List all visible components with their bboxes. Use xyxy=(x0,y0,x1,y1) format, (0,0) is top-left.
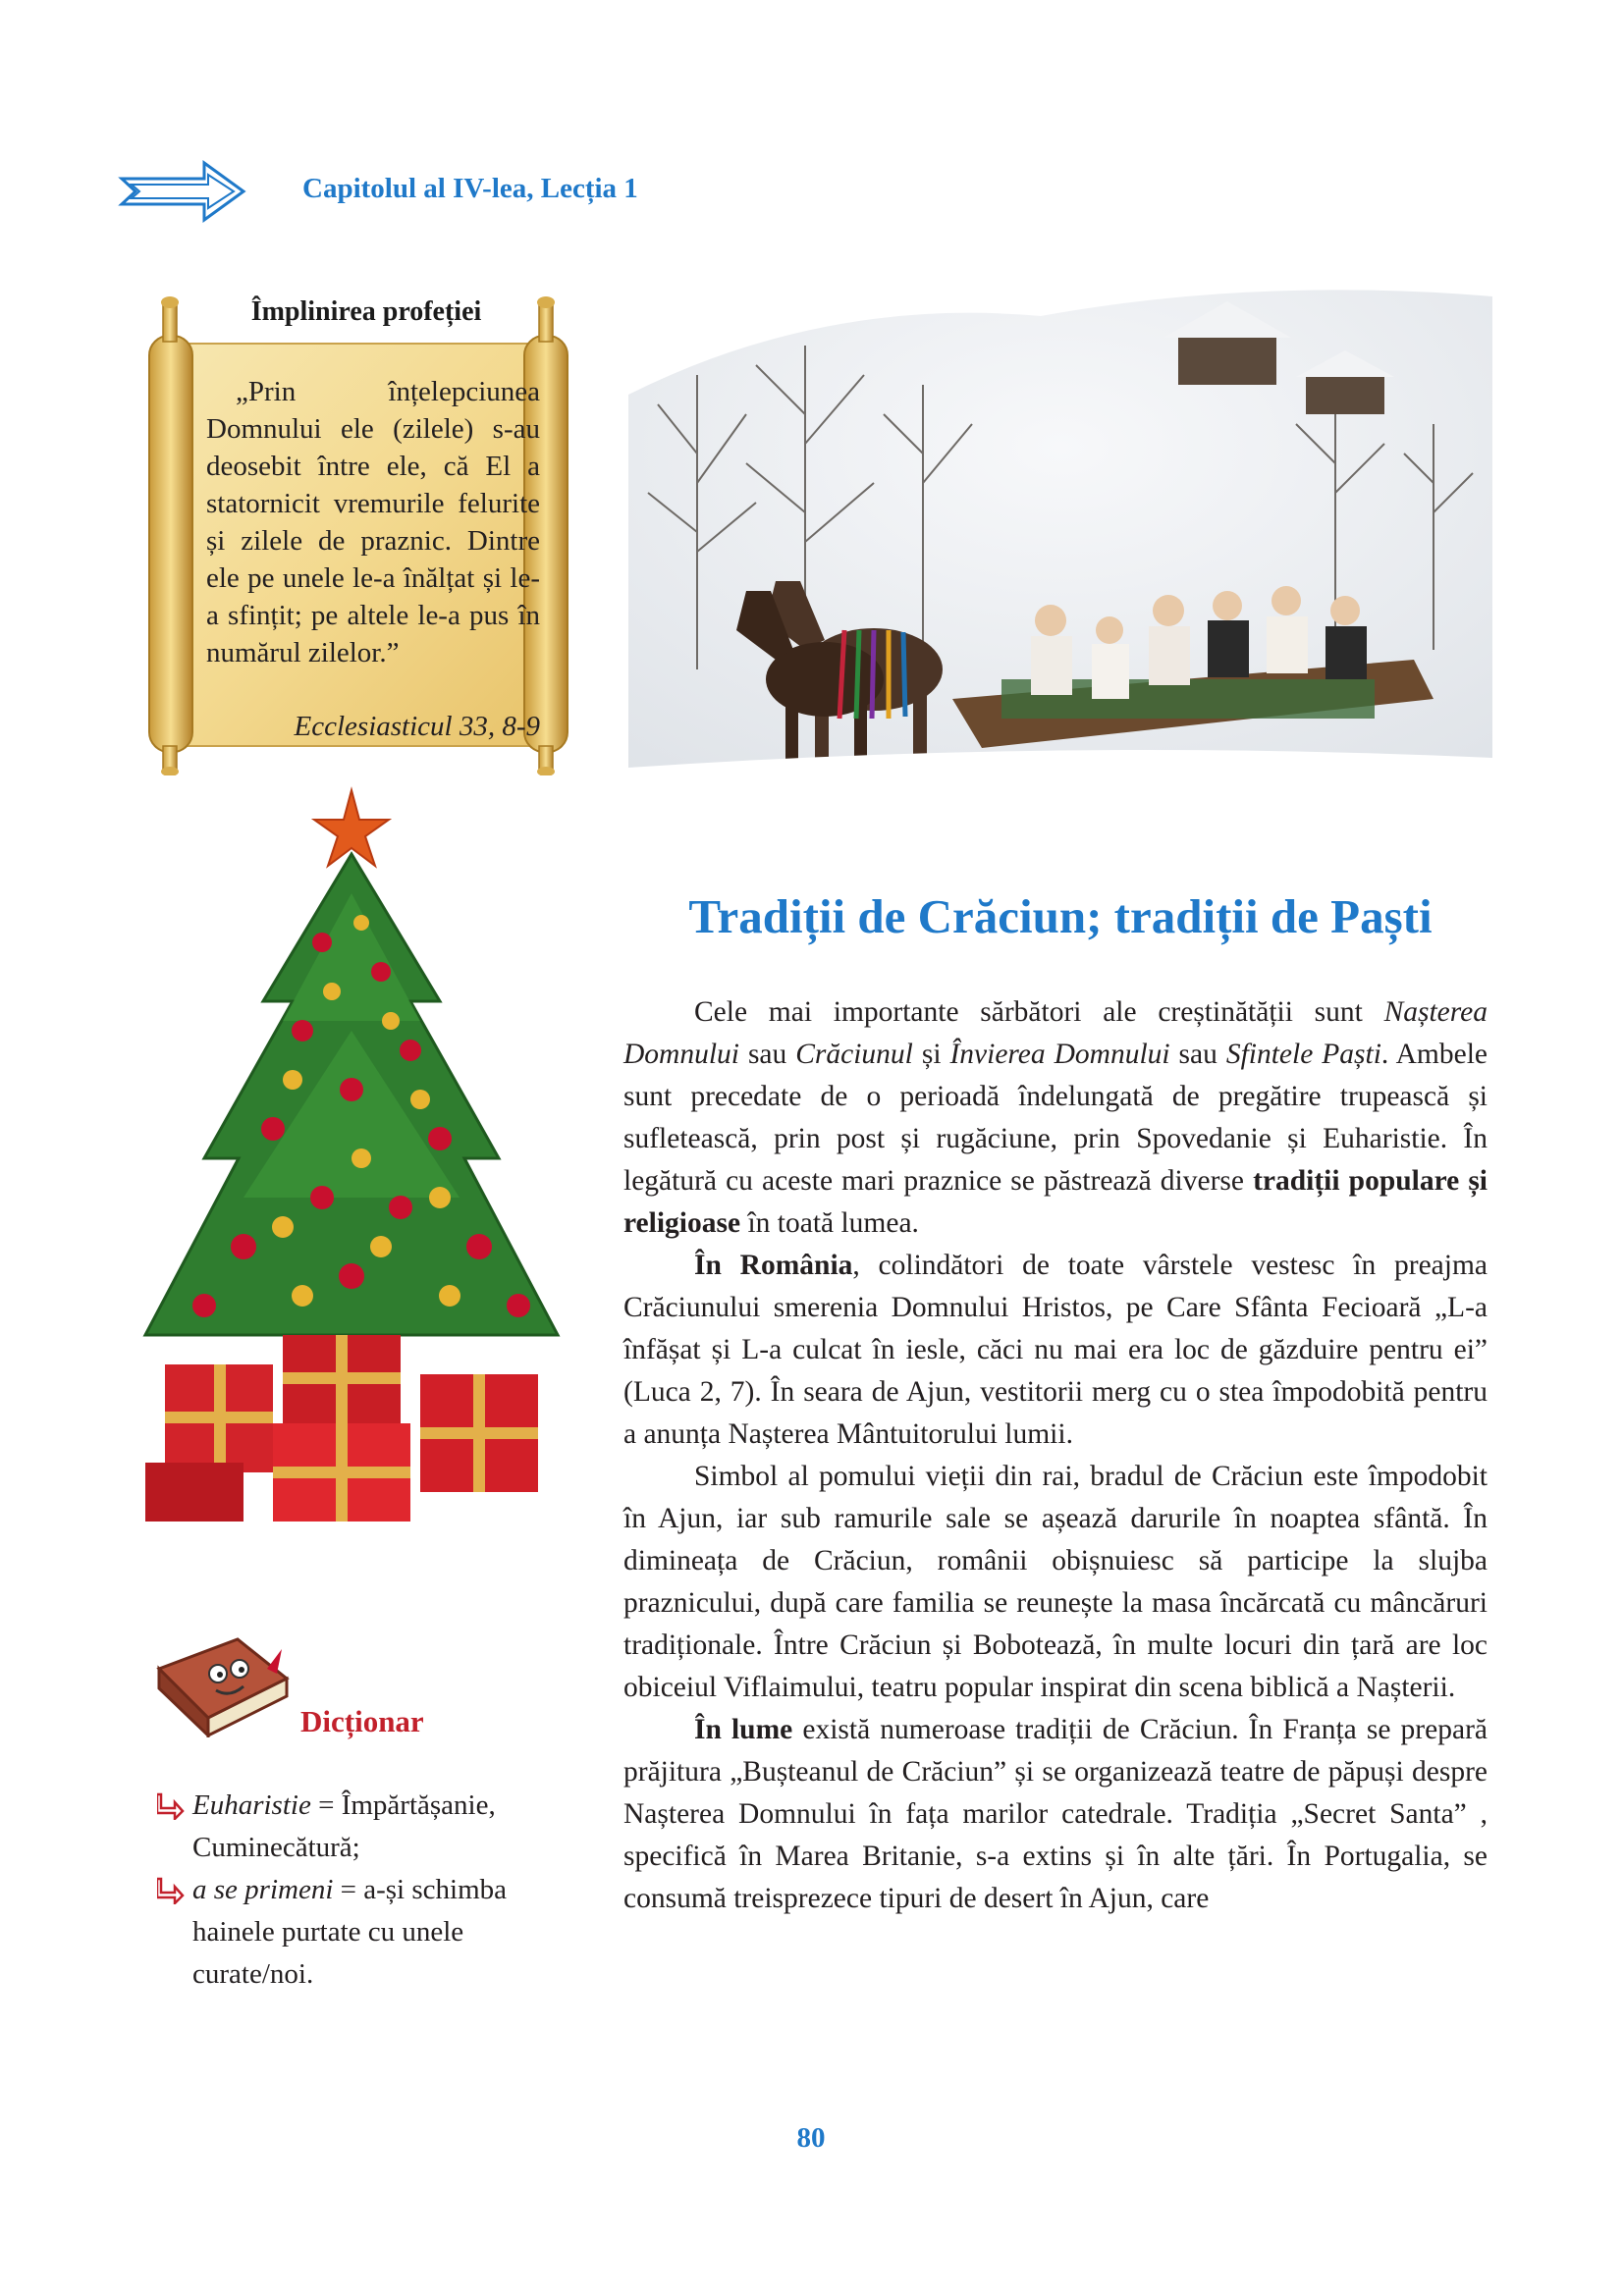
dictionary-book-icon xyxy=(149,1629,297,1737)
dictionary-entry-text xyxy=(192,1869,569,1996)
text-span: sau xyxy=(1169,1039,1226,1070)
page-number: 80 xyxy=(796,2122,826,2154)
text-span: în toată lumea. xyxy=(740,1207,919,1239)
bullet-arrow-icon xyxy=(157,1877,185,1904)
chapter-title: Capitolul al IV-lea, Lecția 1 xyxy=(302,173,638,204)
dictionary-term: a se primeni xyxy=(192,1874,334,1905)
scroll-citation: Ecclesiasticul 33, 8-9 xyxy=(294,711,540,742)
text-span: există numeroase tradiții de Crăciun. În Franța se prepară prăjitura „Bușteanul de Crăciun” și se organizează teatre de păpuși despre Nașterea Domnului în fața marilor catedrale. Tradiția „Secret Santa” , specifică în Marea Britanie, s-a extins și în alte țări. În Portugalia, se consumă treisprezece tipuri de desert în Ajun, care xyxy=(623,1714,1488,1914)
scroll-title: Împlinirea profeției xyxy=(250,296,482,327)
bold-term: În România xyxy=(694,1250,853,1281)
paragraph-3: Simbol al pomului vieții din rai, bradul de Crăciun este împodobit în Ajun, iar sub ramurile sale se așează darurile în noaptea sfântă. În dimineața de Crăciun, românii obișnuiesc să participe la slujba praznicului, după care familia se reunește la masa încărcată cu mâncăruri tradiționale. Între Crăciun și Bobotează, în multe locuri din țară are loc obiceiul Viflaimului, teatru popular inspirat din scena biblică a Nașterii. xyxy=(623,1461,1488,1703)
christmas-tree-illustration xyxy=(126,785,577,1541)
winter-sleigh-photo xyxy=(628,257,1492,815)
bold-term: tradiții populare și religioase xyxy=(623,1165,1488,1239)
dictionary-entry-text xyxy=(192,1785,569,1869)
bold-term: În lume xyxy=(694,1714,793,1745)
italic-term: Nașterea Domnului xyxy=(623,996,1488,1070)
italic-term: Sfintele Paști xyxy=(1225,1039,1381,1070)
bullet-arrow-icon xyxy=(157,1792,185,1820)
dictionary-title: Dicționar xyxy=(300,1704,424,1738)
dictionary-entry xyxy=(157,1869,569,1996)
dictionary-entry xyxy=(157,1785,569,1869)
italic-term: Crăciunul xyxy=(795,1039,913,1070)
text-span: Cele mai importante sărbători ale creștinătății sunt xyxy=(694,996,1384,1028)
text-span: și xyxy=(912,1039,950,1070)
dictionary-definition: = a-și schimba hainele purtate cu unele curate/noi. xyxy=(192,1874,507,1990)
text-span: . Ambele sunt precedate de o perioadă îndelungată de pregătire trupească și sufletească, prin post și rugăciune, prin Spovedanie și Euharistie. În legătură cu aceste mari praznice se păstrează diverse xyxy=(623,1039,1488,1197)
paragraph-1 xyxy=(623,991,1488,1245)
dictionary-term: Euharistie xyxy=(192,1789,311,1821)
header-arrow-icon xyxy=(118,157,249,226)
paragraph-4 xyxy=(623,1709,1488,1920)
lesson-body xyxy=(623,991,1488,1920)
prophecy-scroll xyxy=(128,294,589,775)
paragraph-2 xyxy=(623,1245,1488,1456)
text-span: sau xyxy=(739,1039,796,1070)
text-span: , colindători de toate vârstele vestesc în preajma Crăciunului smerenia Domnului Hristos, pe Care Sfânta Fecioară „L-a înfășat și L-a culcat în iesle, căci nu mai era loc de găzduire pentru ei” (Luca 2, 7). În seara de Ajun, vestitorii merg cu o stea împodobită pentru a anunța Nașterea Mântuitorului lumii. xyxy=(623,1250,1488,1450)
dictionary-definition: = Împărtășanie, Cuminecătură; xyxy=(192,1789,496,1863)
lesson-title: Tradiții de Crăciun; tradiții de Paști xyxy=(688,889,1433,943)
italic-term: Învierea Domnului xyxy=(949,1039,1170,1070)
scroll-quote: „Prin înțelepciunea Domnului ele (zilele) s-au deosebit între ele, că El a statornicit vremurile felurite și zilele de praznic. Dintre ele pe unele le-a înălțat și le-a sfințit; pe altele le-a pus în numărul zilelor.” xyxy=(206,376,540,668)
